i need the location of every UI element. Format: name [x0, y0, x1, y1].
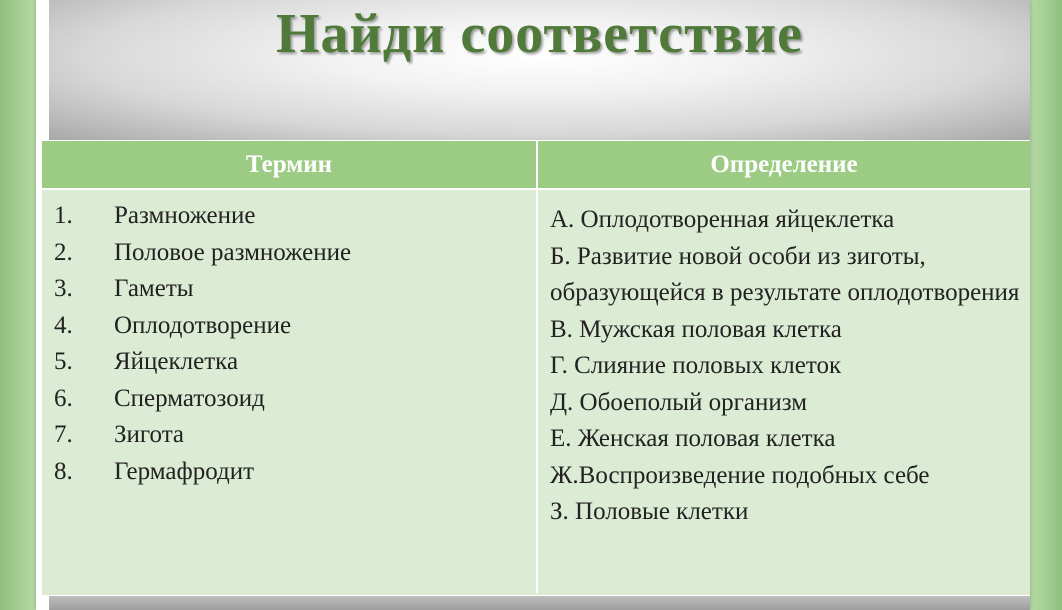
definition-item: Ж.Воспроизведение подобных себе [550, 461, 930, 489]
definition-item: Г. Слияние половых клеток [550, 352, 842, 379]
term-text: Зигота [114, 421, 185, 448]
term-text: Половое размножение [114, 238, 352, 266]
term-item [54, 348, 351, 385]
term-item [54, 239, 351, 276]
slide-title: Найди соответствие [275, 3, 804, 65]
term-text: Размножение [114, 202, 256, 229]
header-term: Термин [245, 151, 333, 178]
terms-list [54, 202, 351, 494]
slide [36, 0, 1030, 610]
term-item [54, 385, 351, 422]
bottom-band [49, 596, 1030, 610]
term-number: 2. [54, 238, 73, 266]
term-number: 7. [54, 421, 73, 448]
term-number: 6. [54, 384, 73, 412]
definition-item: В. Мужская половая клетка [550, 315, 842, 343]
term-number: 8. [54, 457, 73, 485]
definition-item: З. Половые клетки [550, 498, 749, 525]
term-item [54, 275, 351, 312]
definition-item: Д. Обоеполый организм [550, 388, 808, 416]
definition-item: Б. Развитие новой особи из зиготы, образующейся в результате оплодотворения [550, 242, 1020, 306]
definitions-list [550, 202, 1025, 531]
column-divider [536, 141, 538, 593]
term-number: 5. [54, 348, 73, 375]
term-item [54, 202, 351, 239]
term-text: Гермафродит [114, 457, 255, 485]
definition-item: А. Оплодотворенная яйцеклетка [550, 206, 895, 233]
definition-item: Е. Женская половая клетка [550, 425, 836, 452]
term-text: Оплодотворение [114, 311, 292, 339]
title-band [49, 0, 1030, 140]
term-text: Сперматозоид [114, 384, 265, 412]
term-number: 4. [54, 311, 73, 339]
term-item [54, 458, 351, 495]
term-text: Яйцеклетка [114, 348, 239, 375]
term-text: Гаметы [114, 275, 194, 302]
term-number: 3. [54, 275, 73, 302]
term-number: 1. [54, 202, 73, 229]
matching-table [42, 140, 1030, 593]
header-definition: Определение [710, 151, 858, 178]
term-item [54, 421, 351, 458]
term-item [54, 312, 351, 349]
